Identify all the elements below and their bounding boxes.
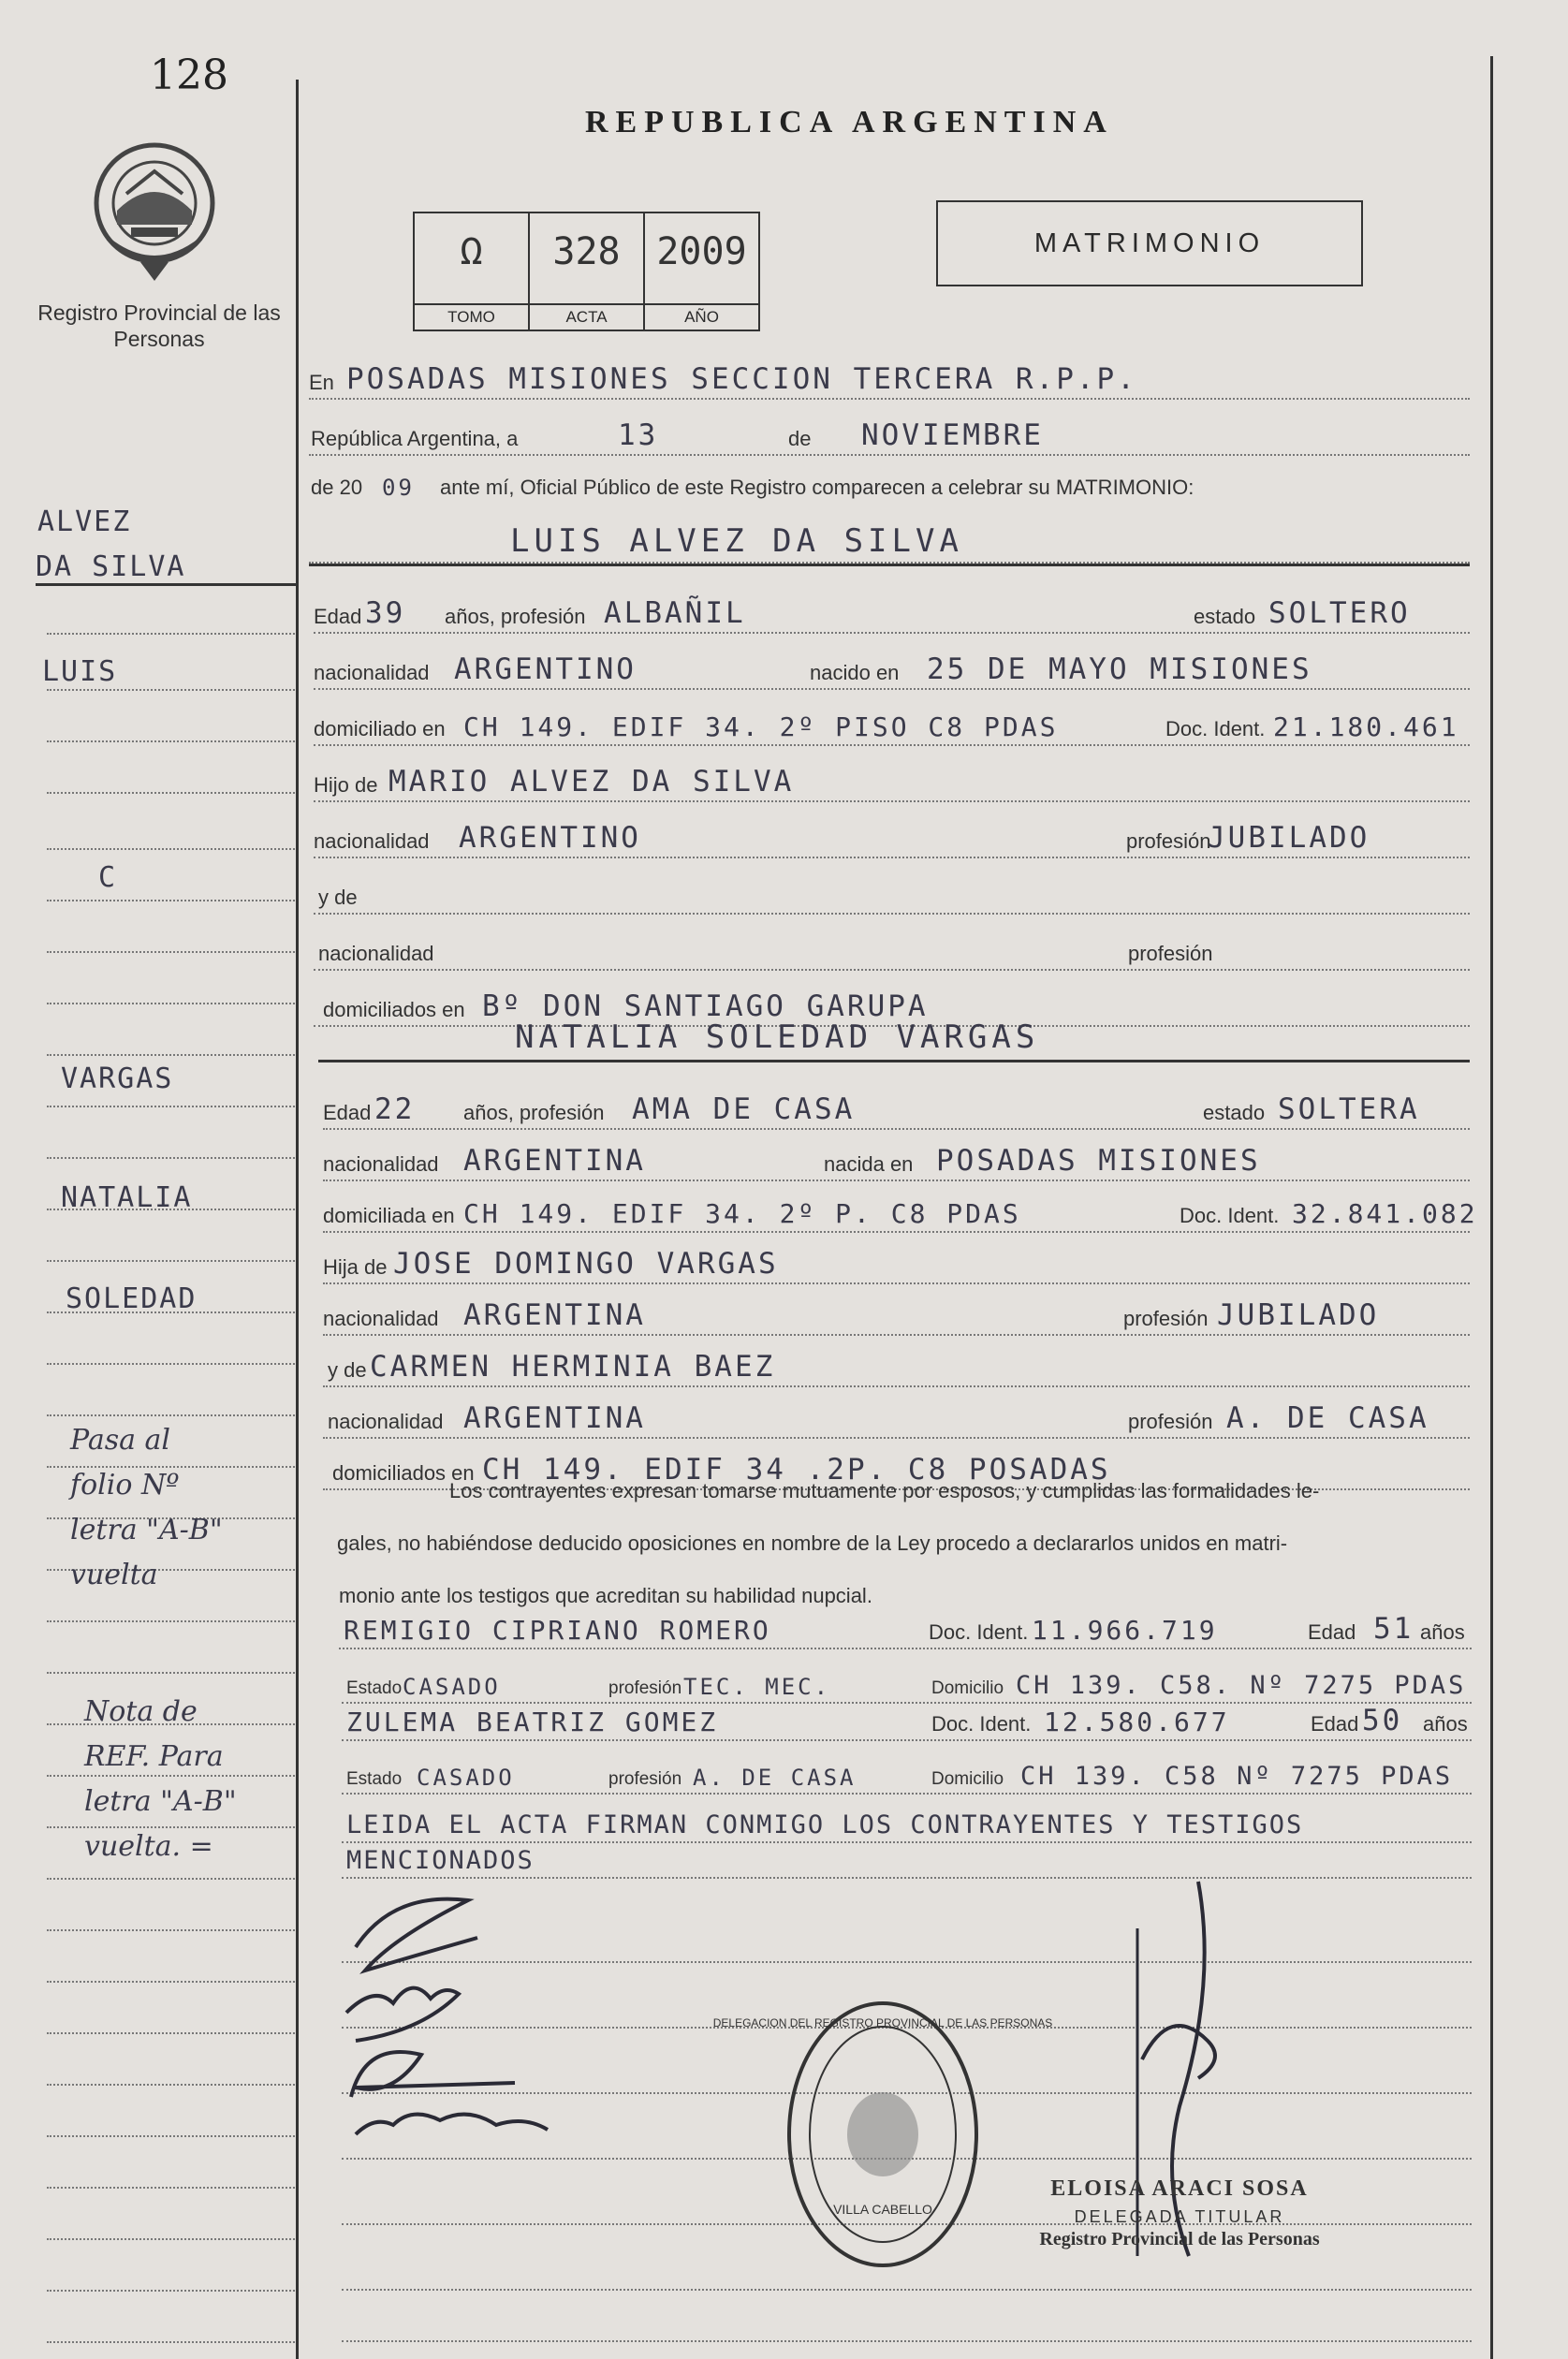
witness-2-name: ZULEMA BEATRIZ GOMEZ: [346, 1707, 719, 1737]
witness-2-estado-label: Estado: [346, 1769, 403, 1789]
bride-father-nat-line: [323, 1282, 1470, 1336]
groom-profesion-label: años, profesión: [445, 605, 586, 628]
witness-2-anos-label: años: [1423, 1712, 1468, 1736]
margin-line: [47, 1928, 295, 1983]
groom-mother-label: y de: [318, 886, 358, 909]
closing-text-1: LEIDA EL ACTA FIRMAN CONMIGO LOS CONTRAYENTES Y TESTIGOS: [346, 1810, 1304, 1839]
note1-line-4: vuelta: [70, 1559, 158, 1591]
margin-line: [47, 1362, 295, 1416]
margin-line: [47, 2031, 295, 2086]
groom-father: MARIO ALVEZ DA SILVA: [388, 765, 795, 799]
bride-born-label: nacida en: [824, 1152, 914, 1176]
bride-doc-label: Doc. Ident.: [1180, 1204, 1280, 1227]
margin-line: [47, 1156, 295, 1210]
groom-father-label: Hijo de: [314, 773, 378, 797]
ano-cell: [645, 213, 758, 330]
witness-2-doc: 12.580.677: [1044, 1707, 1230, 1737]
witness-1-status: CASADO: [403, 1674, 501, 1700]
year-suffix: 09: [382, 475, 415, 501]
margin-surname-2: DA SILVA: [36, 550, 298, 586]
bride-doc: 32.841.082: [1292, 1198, 1478, 1229]
margin-note-ref: [84, 1690, 237, 1869]
witness-2-profession: A. DE CASA: [693, 1765, 857, 1791]
margin-divider: [296, 80, 299, 2359]
witness-1-age: 51: [1373, 1612, 1414, 1646]
margin-line: [47, 1980, 295, 2034]
bride-mother-nac-label: nacionalidad: [328, 1410, 444, 1433]
bride-mother-prof-label: profesión: [1128, 1410, 1213, 1433]
bride-father-prof-label: profesión: [1123, 1307, 1209, 1330]
year-prefix: de 20: [311, 476, 363, 499]
margin-line: [47, 580, 295, 635]
official-office: Registro Provincial de las Personas: [1039, 2229, 1320, 2249]
witness-1-doc-label: Doc. Ident.: [929, 1620, 1029, 1644]
note1-line-1: Pasa al: [70, 1424, 171, 1457]
bride-age-line: [323, 1077, 1470, 1130]
official-name: ELOISA ARACI SOSA: [1050, 2176, 1309, 2201]
folio-number: 128: [150, 51, 228, 99]
en-label: En: [309, 371, 334, 394]
witness-1-edad-label: Edad: [1308, 1620, 1356, 1644]
groom-nationality-line: [314, 637, 1470, 690]
bride-born: POSADAS MISIONES: [936, 1144, 1261, 1178]
witness-2-detail-line: [342, 1741, 1472, 1795]
groom-doc-label: Doc. Ident.: [1165, 717, 1266, 740]
right-border: [1490, 56, 1493, 2359]
margin-line: [47, 1619, 295, 1674]
bride-dom-label: domiciliada en: [323, 1204, 455, 1227]
witness-1-address: CH 139. C58. Nº 7275 PDAS: [1016, 1671, 1467, 1700]
margin-line: [47, 796, 295, 850]
witness-1-dom-label: Domicilio: [931, 1678, 1004, 1698]
seal-text: DELEGACION DEL REGISTRO PROVINCIAL DE LAS PERSONAS: [712, 2016, 1053, 2029]
bride-nationality: ARGENTINA: [463, 1144, 646, 1178]
groom-mother-nac-label: nacionalidad: [318, 942, 434, 965]
groom-status: SOLTERO: [1268, 596, 1411, 630]
margin-line: [47, 2237, 295, 2292]
margin-line: [47, 847, 295, 901]
declaration-line-1: Los contrayentes expresan tomarse mutuamente por esposos, y cumplidas las formalidades le-: [449, 1479, 1320, 1502]
groom-divider: [309, 564, 1470, 566]
margin-line: [47, 1259, 295, 1313]
bride-status: SOLTERA: [1278, 1092, 1420, 1126]
bride-mother-nationality: ARGENTINA: [463, 1401, 646, 1435]
witness-2-edad-label: Edad: [1311, 1712, 1359, 1736]
acta-label: ACTA: [530, 303, 643, 330]
witness-1-line: [339, 1596, 1472, 1649]
acta-cell: [530, 213, 645, 330]
witness-2-dom-label: Domicilio: [931, 1769, 1004, 1789]
bride-father-profession: JUBILADO: [1217, 1298, 1380, 1332]
bride-name-line: [318, 1002, 1470, 1058]
margin-line: [47, 688, 295, 742]
margin-line: [47, 1105, 295, 1159]
margin-line: [47, 1311, 295, 1365]
bride-estado-label: estado: [1203, 1101, 1266, 1124]
groom-dom-label: domiciliado en: [314, 717, 446, 740]
closing-text-2: MENCIONADOS: [346, 1846, 535, 1875]
groom-father-line: [314, 749, 1470, 802]
groom-nationality: ARGENTINO: [454, 652, 637, 686]
official-role: DELEGADA TITULAR: [1074, 2207, 1285, 2226]
margin-line: [47, 637, 295, 691]
witness-2-prof-label: profesión: [608, 1769, 682, 1789]
margin-line: [47, 950, 295, 1004]
seal-place: VILLA CABELLO: [833, 2202, 932, 2217]
groom-name: LUIS ALVEZ DA SILVA: [510, 522, 963, 560]
groom-nac-label: nacionalidad: [314, 661, 430, 684]
bride-parents-dom-label: domiciliados en: [332, 1461, 475, 1485]
bride-parents-address: CH 149. EDIF 34 .2P. C8 POSADAS: [482, 1453, 1111, 1487]
de-label: de: [788, 427, 812, 450]
groom-edad-label: Edad: [314, 605, 362, 628]
margin-line: [47, 899, 295, 953]
bride-address: CH 149. EDIF 34. 2º P. C8 PDAS: [463, 1198, 1021, 1229]
groom-father-profession: JUBILADO: [1208, 821, 1370, 855]
margin-line: [47, 1208, 295, 1262]
blank-line: [342, 2303, 1472, 2342]
groom-address-line: [314, 693, 1470, 746]
bride-mother-profession: A. DE CASA: [1226, 1401, 1429, 1435]
bride-edad-label: Edad: [323, 1101, 372, 1124]
registry-logo: [89, 136, 220, 286]
groom-parents-address: Bº DON SANTIAGO GARUPA: [482, 989, 929, 1023]
bride-nationality-line: [323, 1128, 1470, 1181]
bride-divider: [318, 1060, 1470, 1062]
closing-line-2: [342, 1825, 1472, 1879]
witness-1-profession: TEC. MEC.: [683, 1674, 831, 1700]
official-seal: [712, 1994, 1053, 2275]
ano-label: AÑO: [645, 303, 758, 330]
groom-father-nac-label: nacionalidad: [314, 829, 430, 853]
ano-value: 2009: [656, 230, 747, 273]
groom-parents-dom-label: domiciliados en: [323, 998, 465, 1021]
margin-line: [47, 1053, 295, 1107]
registry-name: Registro Provincial de las Personas: [37, 300, 281, 351]
witness-1-doc: 11.966.719: [1032, 1615, 1218, 1646]
groom-doc: 21.180.461: [1273, 711, 1459, 742]
bride-nac-label: nacionalidad: [323, 1152, 439, 1176]
bride-profession: AMA DE CASA: [632, 1092, 856, 1126]
bride-name: NATALIA SOLEDAD VARGAS: [515, 1018, 1040, 1056]
witness-1-anos-label: años: [1420, 1620, 1465, 1644]
groom-father-prof-label: profesión: [1126, 829, 1211, 853]
note2-line-4: vuelta. =: [84, 1830, 213, 1863]
groom-name-line: [309, 506, 1470, 564]
bride-mother-nat-line: [323, 1385, 1470, 1439]
tomo-label: TOMO: [415, 303, 528, 330]
day-value: 13: [618, 418, 659, 452]
country-title: REPUBLICA ARGENTINA: [585, 105, 1114, 139]
bride-father-line: [323, 1231, 1470, 1284]
acta-value: 328: [552, 230, 621, 273]
bride-mother-label: y de: [328, 1358, 367, 1382]
margin-line: [47, 2186, 295, 2240]
witness-2-address: CH 139. C58 Nº 7275 PDAS: [1020, 1762, 1454, 1791]
margin-bride-given-2: SOLEDAD: [66, 1282, 198, 1315]
date-line: [309, 403, 1470, 456]
declaration-line-3: monio ante los testigos que acreditan su habilidad nupcial.: [339, 1584, 872, 1607]
margin-note-pasa: [70, 1418, 223, 1598]
bride-father-label: Hija de: [323, 1255, 388, 1279]
bride-father: JOSE DOMINGO VARGAS: [393, 1247, 779, 1281]
margin-line: [47, 740, 295, 794]
tomo-cell: [415, 213, 530, 330]
margin-line: [47, 1877, 295, 1931]
bride-father-nac-label: nacionalidad: [323, 1307, 439, 1330]
groom-mother-prof-label: profesión: [1128, 942, 1213, 965]
groom-mother-line: [314, 861, 1470, 915]
note2-line-3: letra "A-B": [84, 1785, 237, 1818]
declaration-line-2: gales, no habiéndose deducido oposiciones en nombre de la Ley procedo a declararlos unidos en matri-: [337, 1531, 1288, 1555]
republica-label: República Argentina, a: [311, 427, 519, 450]
margin-given: LUIS: [42, 655, 118, 688]
bride-age: 22: [374, 1092, 416, 1126]
margin-surname-1: ALVEZ: [37, 506, 132, 538]
groom-age-line: [314, 580, 1470, 634]
margin-line: [47, 1002, 295, 1056]
groom-father-nationality: ARGENTINO: [459, 821, 641, 855]
act-type-box: MATRIMONIO: [936, 200, 1363, 286]
margin-line: [47, 2289, 295, 2343]
groom-father-nat-line: [314, 805, 1470, 858]
signatures: [337, 1882, 580, 2162]
groom-born: 25 DE MAYO MISIONES: [927, 652, 1312, 686]
bride-mother: CARMEN HERMINIA BAEZ: [370, 1350, 776, 1384]
act-reference-table: [413, 212, 760, 331]
margin-line: [47, 2134, 295, 2189]
place-line: [309, 346, 1470, 400]
month-value: NOVIEMBRE: [861, 418, 1044, 452]
groom-born-label: nacido en: [810, 661, 900, 684]
groom-mother-nat-line: [314, 917, 1470, 971]
note2-line-1: Nota de: [84, 1695, 198, 1728]
year-line: [309, 454, 1470, 503]
witness-1-prof-label: profesión: [608, 1678, 682, 1698]
groom-profession: ALBAÑIL: [604, 596, 746, 630]
bride-profesion-label: años, profesión: [463, 1101, 605, 1124]
groom-estado-label: estado: [1194, 605, 1256, 628]
margin-mark: C: [98, 861, 118, 894]
tomo-value: Ω: [460, 230, 483, 273]
witness-2-age: 50: [1362, 1704, 1403, 1737]
margin-bride-surname: VARGAS: [61, 1062, 174, 1095]
groom-address: CH 149. EDIF 34. 2º PISO C8 PDAS: [463, 711, 1059, 742]
note1-line-3: letra "A-B": [70, 1514, 223, 1546]
witness-1-estado-label: Estado: [346, 1678, 403, 1698]
bride-address-line: [323, 1180, 1478, 1233]
witness-2-doc-label: Doc. Ident.: [931, 1712, 1032, 1736]
witness-1-name: REMIGIO CIPRIANO ROMERO: [344, 1615, 771, 1646]
intro-text: ante mí, Oficial Público de este Registro comparecen a celebrar su MATRIMONIO:: [440, 476, 1194, 499]
bride-mother-line: [323, 1334, 1470, 1387]
groom-age: 39: [365, 596, 406, 630]
official-block: [1011, 2176, 1348, 2250]
margin-line: [47, 2083, 295, 2137]
witness-2-line: [342, 1688, 1472, 1741]
bride-father-nationality: ARGENTINA: [463, 1298, 646, 1332]
note2-line-2: REF. Para: [84, 1740, 224, 1773]
place-value: POSADAS MISIONES SECCION TERCERA R.P.P.: [346, 362, 1137, 396]
margin-bride-given-1: NATALIA: [61, 1181, 193, 1214]
note1-line-2: folio Nº: [70, 1469, 180, 1502]
witness-2-status: CASADO: [417, 1765, 515, 1791]
